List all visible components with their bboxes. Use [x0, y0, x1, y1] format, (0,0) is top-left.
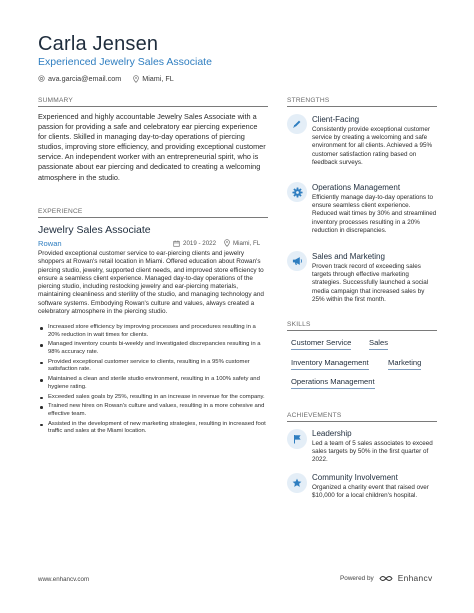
summary-divider [38, 106, 268, 107]
achievement-title: Leadership [312, 429, 352, 438]
location-pin-icon [224, 239, 230, 247]
gear-icon [287, 182, 307, 202]
job-bullet: Trained new hires on Rowan's culture and values, resulting in a more cohesive and effective team. [38, 403, 268, 418]
job-bullets [38, 324, 268, 438]
job-meta [173, 239, 260, 247]
job-dates-text: 2019 - 2022 [183, 239, 217, 247]
candidate-title: Experienced Jewelry Sales Associate [38, 56, 212, 68]
skills-divider [287, 330, 437, 331]
job-location-text: Miami, FL [233, 239, 261, 247]
achievement-body: Led a team of 5 sales associates to exceed sales targets by 50% in the first quarter of 2022. [312, 440, 433, 464]
strength-item [287, 250, 437, 306]
location-pin-icon [133, 75, 139, 83]
job-bullet: Increased store efficiency by improving processes and procedures resulting in a 20% reduction in wait times for clients. [38, 324, 268, 339]
job-bullet: Maintained a clean and sterile studio environment, resulting in a 100% safety and hygiene rating. [38, 376, 268, 391]
location-text: Miami, FL [142, 74, 174, 83]
strength-item [287, 113, 437, 175]
strength-body: Consistently provide exceptional customer service by creating a welcoming and safe environment for all clients. Achieved a 95% customer satisfaction rating based on feedback surveys. [312, 126, 433, 166]
strength-item [287, 181, 437, 243]
summary-text: Experienced and highly accountable Jewelry Sales Associate with a passion for providing a safe and celebratory ear piercing experience for clients. Skilled in managing day-to-day operations of piercing studios, improving store efficiency, and providing exceptional customer service. An independent worker with an entrepreneurial spirit, who is passionate about ear piercing and dedicated to creating a welcoming atmosphere in the studio. [38, 112, 266, 182]
job-location [224, 239, 260, 247]
summary-heading: SUMMARY [38, 97, 73, 104]
achievement-item [287, 428, 437, 468]
brand-name[interactable]: Enhancv [397, 573, 433, 583]
powered-by-text: Powered by [340, 574, 374, 582]
strength-title: Operations Management [312, 183, 401, 192]
candidate-name: Carla Jensen [38, 33, 159, 55]
skill-tag: Customer Service [291, 338, 351, 350]
achievements-heading: ACHIEVEMENTS [287, 412, 342, 419]
strength-title: Sales and Marketing [312, 252, 385, 261]
flag-icon [287, 429, 307, 449]
job-bullet: Provided exceptional customer service to clients, resulting in a 95% customer satisfaction rate. [38, 359, 268, 374]
strength-body: Proven track record of exceeding sales targets through effective marketing strategies. Successfully launched a social media campaign that increased sales by 25% within the first month. [312, 263, 429, 303]
star-icon [287, 473, 307, 493]
skill-tag: Inventory Management [291, 358, 369, 370]
email-item[interactable] [38, 74, 121, 83]
job-bullet: Exceeded sales goals by 25%, resulting in an increase in revenue for the company. [38, 394, 268, 402]
pencil-icon [287, 114, 307, 134]
footer-branding [340, 573, 432, 583]
strengths-heading: STRENGTHS [287, 97, 330, 104]
megaphone-icon [287, 251, 307, 271]
achievement-body: Organized a charity event that raised over $10,000 for a local children's hospital. [312, 484, 429, 500]
calendar-icon [173, 240, 180, 247]
strengths-divider [287, 106, 437, 107]
achievement-item [287, 472, 437, 512]
achievements-divider [287, 421, 437, 422]
job-description: Provided exceptional customer service to ear-piercing clients and jewelry shoppers at Rowan's retail location in Miami. Offered education about Rowan's piercing studio, jewelry, supported client needs, and improved store efficiency to ensure a seamless client experience. Managed day-to-day operations of the piercing studio, including restocking jewelry and ear-piercing materials, maintaining cleanliness and sterility of the studio, and managing technology and software systems. Embodying Rowan's culture and values, always created a celebratory atmosphere in the piercing studio. [38, 250, 264, 316]
experience-divider [38, 217, 268, 218]
job-bullet: Managed inventory counts bi-weekly and investigated discrepancies resulting in a 98% accuracy rate. [38, 341, 268, 356]
strength-title: Client-Facing [312, 115, 360, 124]
footer-website[interactable]: www.enhancv.com [38, 576, 90, 583]
job-dates [173, 240, 216, 247]
contact-row [38, 74, 174, 83]
email-text: ava.garcia@email.com [48, 74, 122, 83]
enhancv-logo-icon [379, 574, 393, 583]
skills-heading: SKILLS [287, 321, 311, 328]
strength-body: Efficiently manage day-to-day operations to ensure seamless client experience. Reduced wait times by 30% and streamlined inventory processes resulting in a 20% reduction in discrepancies. [312, 194, 437, 234]
achievement-title: Community Involvement [312, 473, 398, 482]
experience-heading: EXPERIENCE [38, 208, 83, 215]
job-bullet: Assisted in the development of new marketing strategies, resulting in increased foot traffic and sales at the Miami location. [38, 421, 268, 436]
location-item [133, 74, 174, 83]
skill-tag: Marketing [388, 358, 421, 370]
at-icon [38, 75, 45, 82]
job-title: Jewelry Sales Associate [38, 224, 151, 236]
skill-tag: Operations Management [291, 377, 375, 389]
company-name: Rowan [38, 239, 62, 248]
skill-tag: Sales [369, 338, 388, 350]
